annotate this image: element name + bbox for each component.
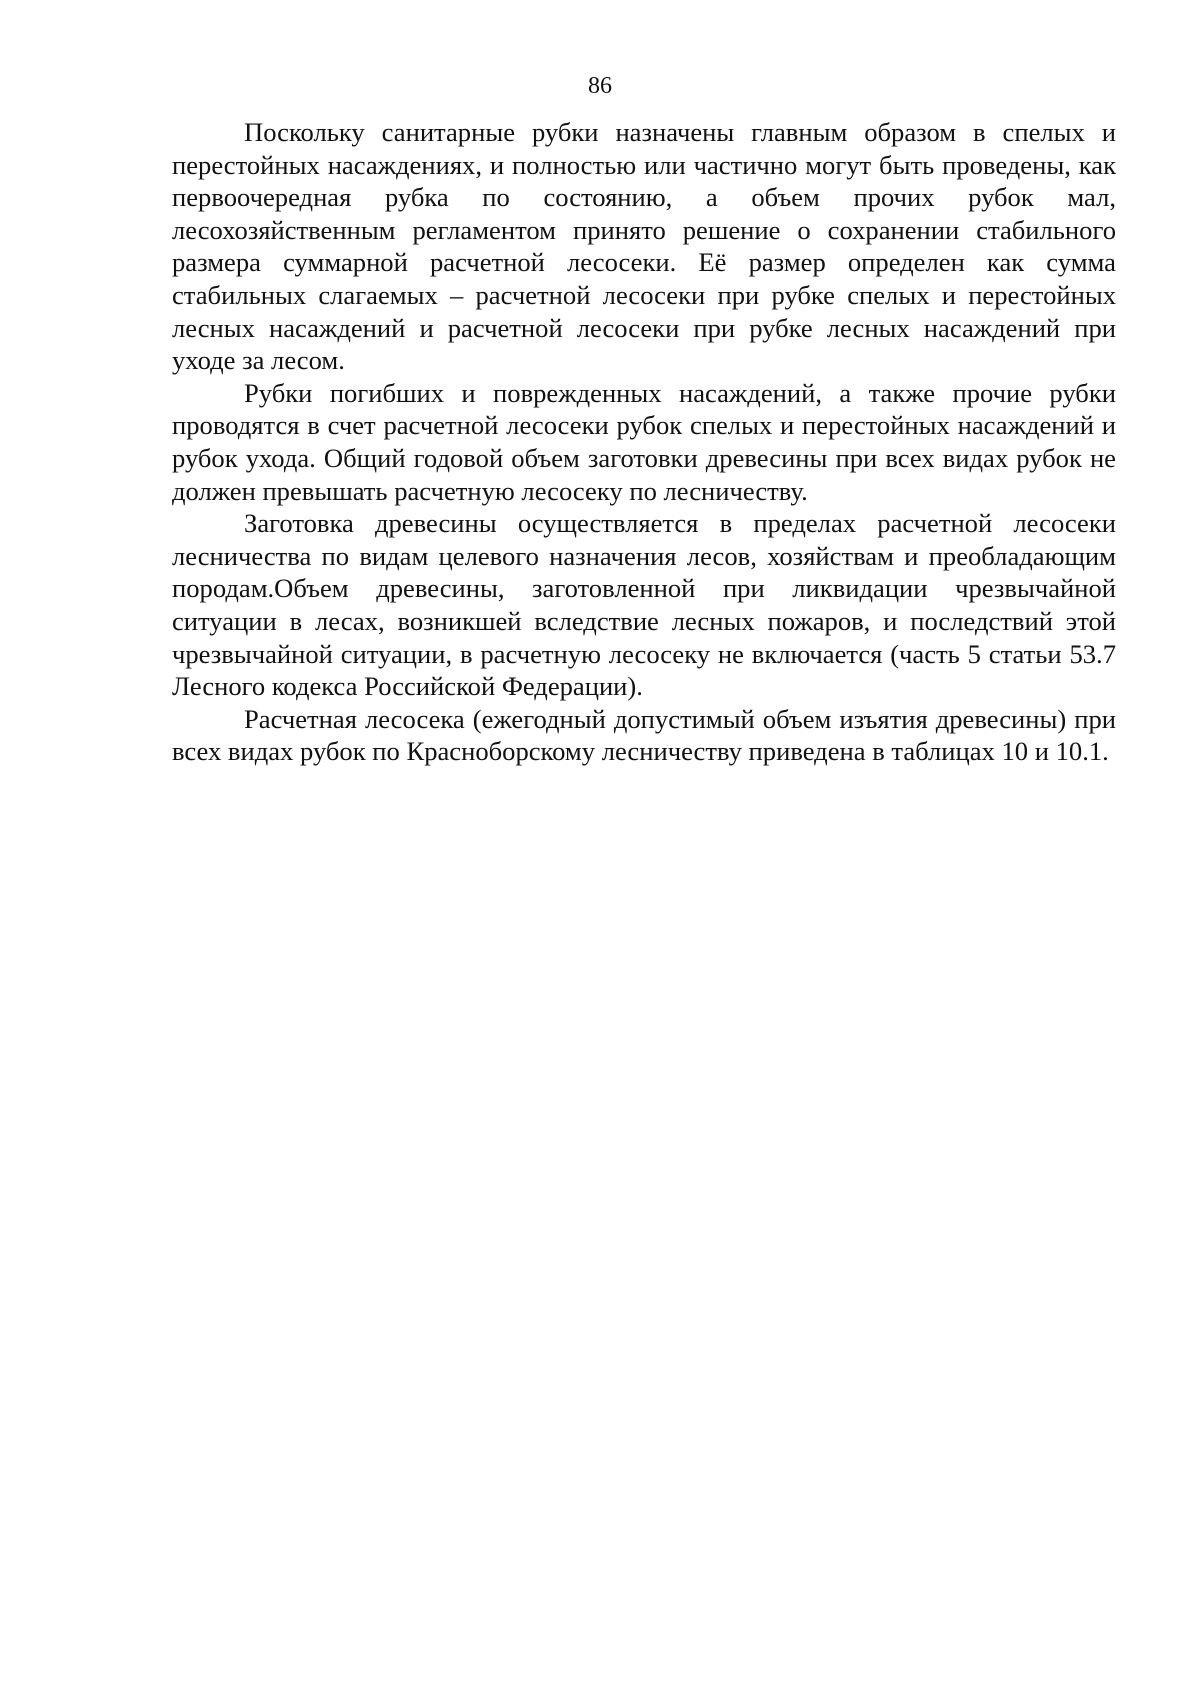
- body-text: [172, 116, 1116, 768]
- paragraph-sanitary-cuttings: Поскольку санитарные рубки назначены главным образом в спелых и перестойных насаждениях, и полностью или частично могут быть проведены, как первоочередная рубка по состоянию, а объем прочих рубок мал, лесохозяйственным регламентом принято решение о сохранении стабильного размера суммарной расчетной лесосеки. Её размер определен как сумма стабильных слагаемых – расчетной лесосеки при рубке спелых и перестойных лесных насаждений и расчетной лесосеки при рубке лесных насаждений при уходе за лесом.: [172, 117, 1116, 376]
- page-number: 86: [588, 73, 612, 99]
- paragraph-allowable-cut: Расчетная лесосека (ежегодный допустимый объем изъятия древесины) при всех видах рубок по Красноборскому лесничеству приведена в таблицах 10 и 10.1.: [172, 703, 1116, 767]
- paragraph-timber-harvesting: Заготовка древесины осуществляется в пределах расчетной лесосеки лесничества по видам целевого назначения лесов, хозяйствам и преобладающим породам.Объем древесины, заготовленной при ликвидации чрезвычайной ситуации в лесах, возникшей вследствие лесных пожаров, и последствий этой чрезвычайной ситуации, в расчетную лесосеку не включается (часть 5 статьи 53.7 Лесного кодекса Российской Федерации).: [172, 508, 1116, 702]
- paragraph-damaged-stands: Рубки погибших и поврежденных насаждений, а также прочие рубки проводятся в счет расчетной лесосеки рубок спелых и перестойных насаждений и рубок ухода. Общий годовой объем заготовки древесины при всех видах рубок не должен превышать расчетную лесосеку по лесничеству.: [172, 377, 1116, 506]
